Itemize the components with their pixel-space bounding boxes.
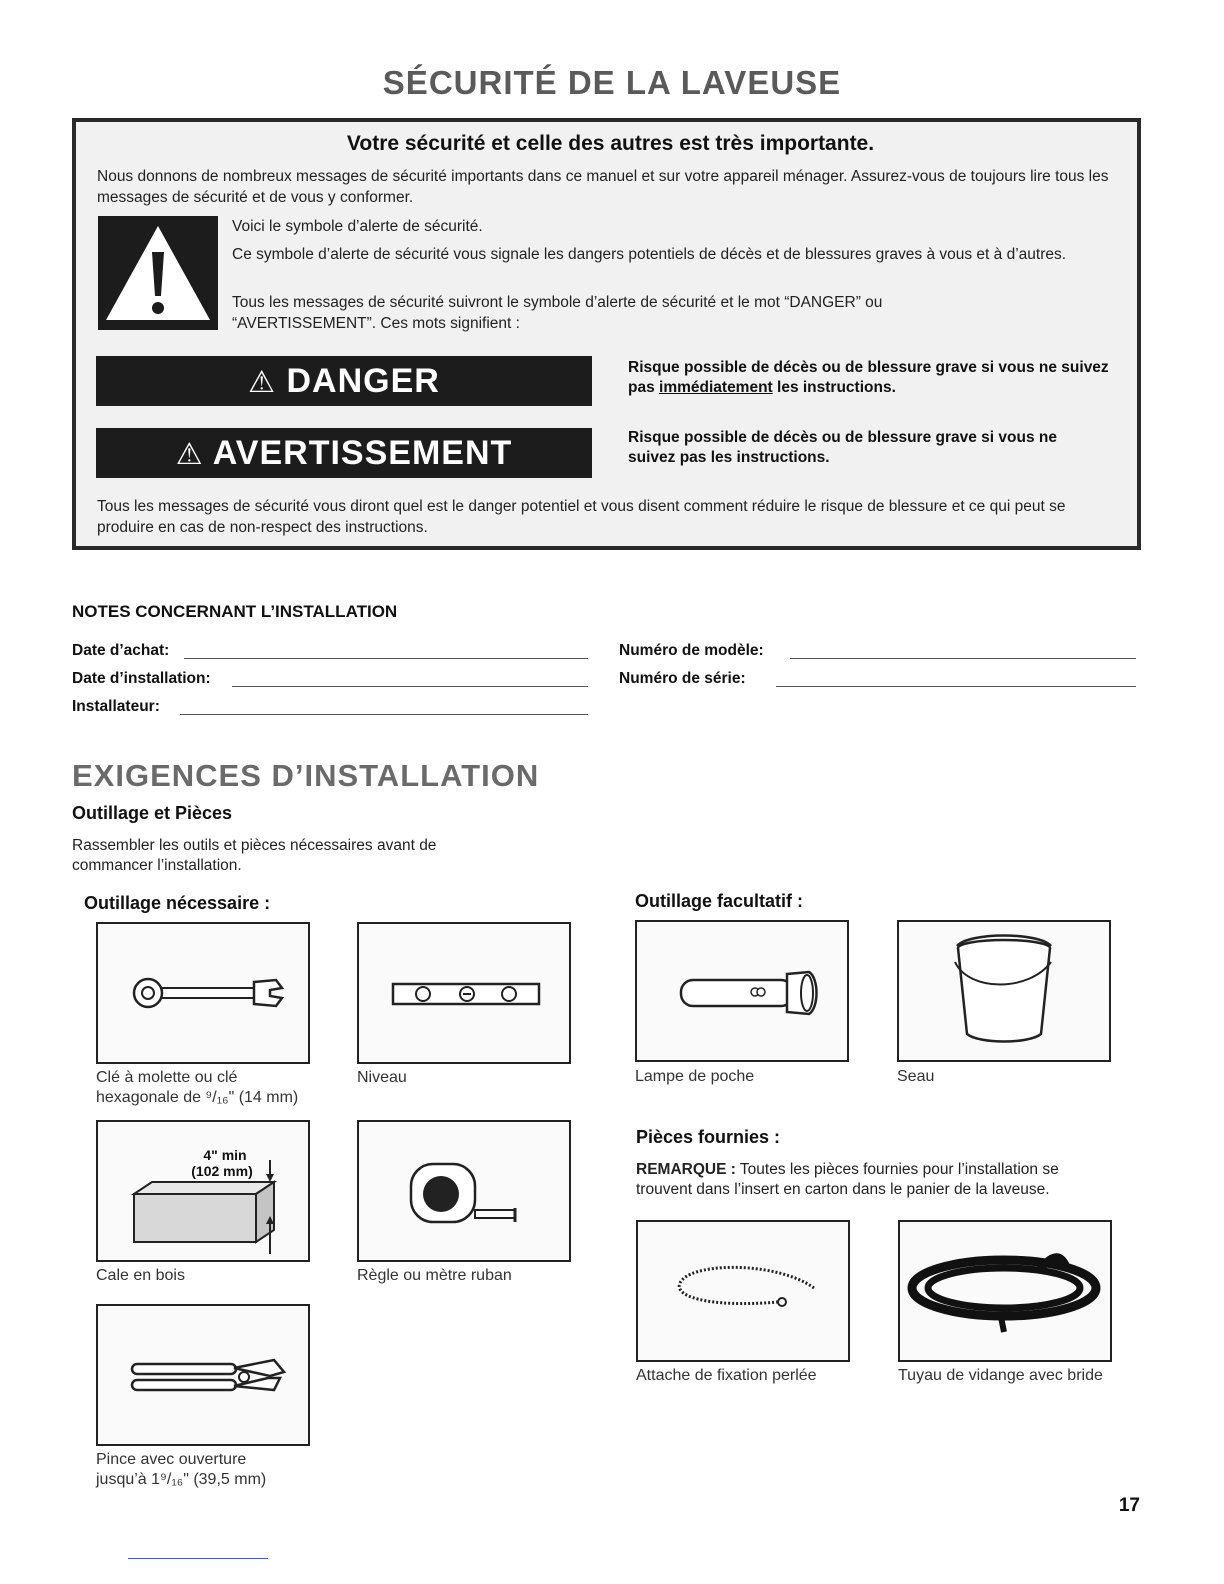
requirements-heading: EXIGENCES D’INSTALLATION: [72, 758, 540, 793]
level-caption: Niveau: [357, 1069, 407, 1086]
required-tools-heading: Outillage nécessaire :: [84, 893, 271, 913]
danger-description: Risque possible de décès ou de blessure grave si vous ne suivez pas immédiatement les instructions.: [628, 359, 1109, 396]
bucket-icon: [899, 922, 1109, 1060]
wrench-caption: Clé à molette ou clé hexagonale de ⁹/₁₆" (14 mm): [96, 1069, 299, 1106]
drain-hose-image: [898, 1220, 1112, 1362]
tools-intro: Rassembler les outils et pièces nécessaires avant de commancer l’installation.: [72, 837, 437, 874]
danger-banner: [96, 356, 592, 406]
warning-triangle-icon: ⚠: [248, 366, 277, 399]
flashlight-icon: [637, 922, 847, 1060]
flashlight-image: [635, 920, 849, 1062]
safety-box: [72, 118, 1141, 550]
bucket-caption: Seau: [897, 1068, 935, 1085]
wood-block-icon: [98, 1122, 308, 1260]
notes-heading: NOTES CONCERNANT L’INSTALLATION: [72, 602, 398, 621]
parts-note: REMARQUE : Toutes les pièces fournies pour l’installation se trouvent dans l’insert en carton dans le panier de la laveuse.: [636, 1161, 1059, 1198]
immediately-word: immédiatement: [659, 379, 773, 396]
warning-label: AVERTISSEMENT: [212, 434, 513, 472]
parts-heading: Pièces fournies :: [636, 1127, 781, 1147]
drain-hose-caption: Tuyau de vidange avec bride: [898, 1367, 1103, 1384]
tools-heading: Outillage et Pièces: [72, 803, 233, 823]
warning-banner: [96, 428, 592, 478]
model-number-line[interactable]: [790, 658, 1136, 659]
symbol-line-2: Ce symbole d’alerte de sécurité vous signale les dangers potentiels de décès et de blessures graves à vous et à d’autres.: [232, 246, 1067, 263]
optional-tools-heading: Outillage facultatif :: [635, 891, 804, 911]
wood-min-label: 4" min: [203, 1147, 247, 1163]
warning-description: Risque possible de décès ou de blessure grave si vous ne suivez pas les instructions.: [628, 429, 1057, 466]
safety-intro: Nous donnons de nombreux messages de sécurité importants dans ce manuel et sur votre appareil ménager. Assurez-vous de toujours lire tous les messages de sécurité et de vous y conformer.: [97, 168, 1109, 206]
level-icon: [359, 924, 569, 1062]
warning-triangle-icon: ⚠: [175, 438, 204, 471]
beaded-strap-image: [636, 1220, 850, 1362]
pliers-caption: Pince avec ouverture jusqu’à 1⁹/₁₆" (39,5 mm): [96, 1451, 267, 1488]
installer-label: Installateur:: [72, 698, 160, 715]
bottom-rule: [128, 1558, 268, 1559]
tape-measure-caption: Règle ou mètre ruban: [357, 1267, 512, 1284]
pliers-image: [96, 1304, 310, 1446]
tape-measure-icon: [359, 1122, 569, 1260]
wood-mm-label: (102 mm): [191, 1163, 253, 1179]
beaded-strap-icon: [638, 1222, 848, 1360]
beaded-strap-caption: Attache de fixation perlée: [636, 1367, 817, 1384]
installer-line[interactable]: [180, 714, 588, 715]
tape-measure-image: [357, 1120, 571, 1262]
safety-closing: Tous les messages de sécurité vous diront quel est le danger potentiel et vous disent comment réduire le risque de blessure et ce qui peut se produire en cas de non-respect des instructions.: [97, 498, 1066, 536]
danger-label: DANGER: [286, 362, 440, 400]
page-number: 17: [1118, 1495, 1140, 1516]
wood-block-caption: Cale en bois: [96, 1267, 185, 1284]
purchase-date-label: Date d’achat:: [72, 642, 170, 659]
flashlight-caption: Lampe de poche: [635, 1068, 755, 1085]
symbol-line-3: Tous les messages de sécurité suivront le symbole d’alerte de sécurité et le mot “DANGER” ou “AVERTISSEMENT”. Ces mots signifient :: [232, 294, 883, 332]
serial-number-line[interactable]: [776, 686, 1136, 687]
wrench-icon: [98, 924, 308, 1062]
symbol-line-1: Voici le symbole d’alerte de sécurité.: [232, 218, 483, 235]
purchase-date-line[interactable]: [184, 658, 588, 659]
model-number-label: Numéro de modèle:: [619, 642, 764, 659]
page-title: SÉCURITÉ DE LA LAVEUSE: [382, 64, 842, 101]
warning-triangle-icon: [98, 216, 218, 330]
safety-heading: Votre sécurité et celle des autres est très importante.: [346, 132, 875, 155]
bucket-image: [897, 920, 1111, 1062]
wood-block-image: [96, 1120, 310, 1262]
install-date-label: Date d’installation:: [72, 670, 211, 687]
install-date-line[interactable]: [232, 686, 588, 687]
wrench-image: [96, 922, 310, 1064]
drain-hose-icon: [900, 1222, 1110, 1360]
safety-alert-symbol: [98, 216, 218, 330]
level-image: [357, 922, 571, 1064]
pliers-icon: [98, 1306, 308, 1444]
serial-number-label: Numéro de série:: [619, 670, 746, 687]
